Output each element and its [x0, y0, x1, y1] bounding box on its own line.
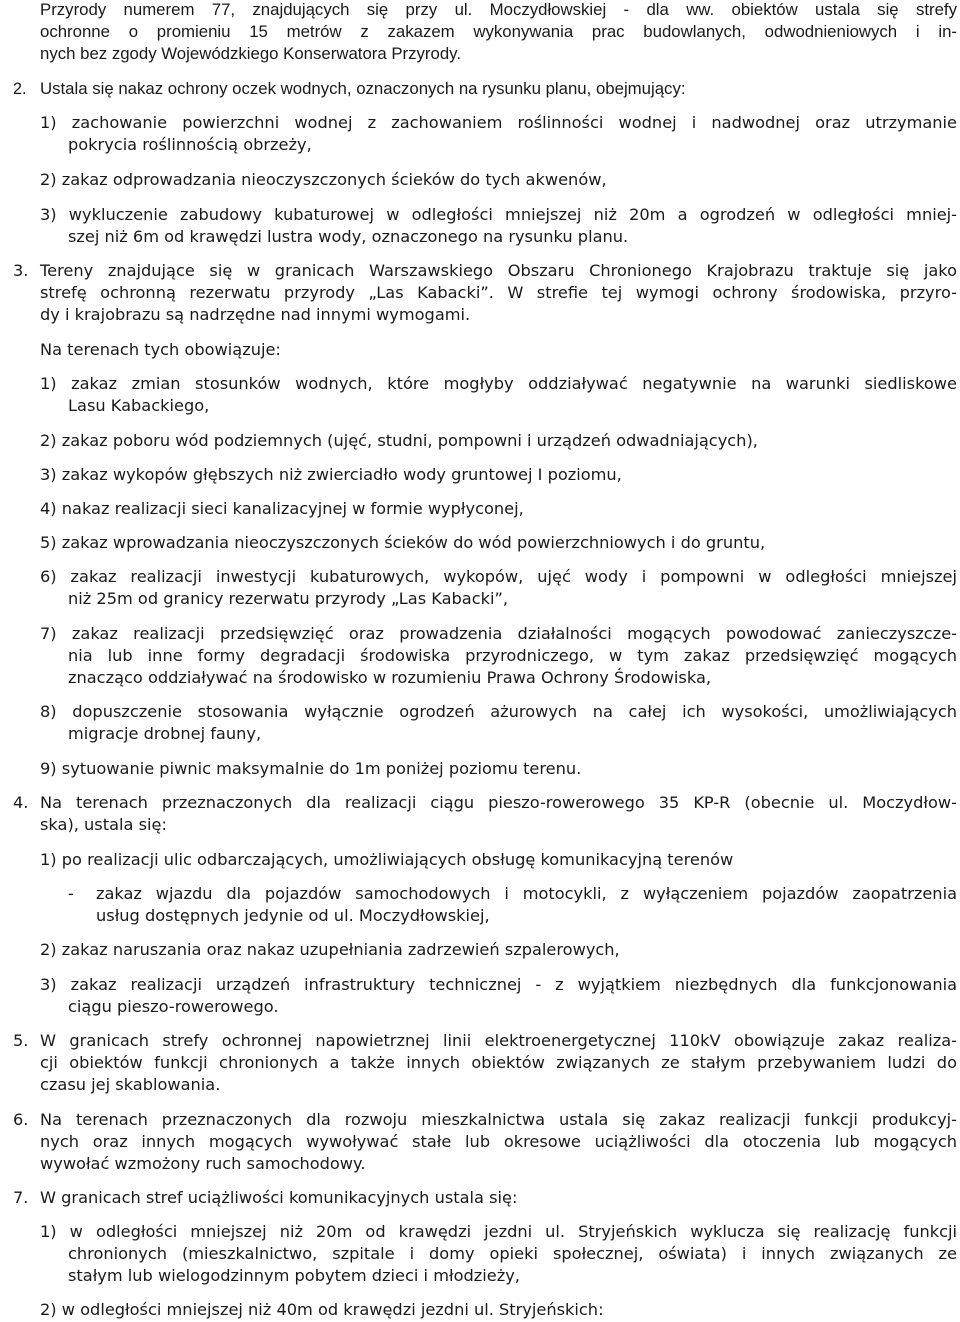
- list-item-line: 3) zakaz realizacji urządzeń infrastruktury technicznej - z wyjątkiem niezbędnych dla funkcjonowania: [40, 975, 957, 994]
- list-item-line: znacząco oddziaływać na środowisko w rozumieniu Prawa Ochrony Środowiska,: [68, 668, 712, 687]
- text-line: ska), ustala się:: [40, 815, 167, 834]
- text-line: wywołać wzmożony ruch samochodowy.: [40, 1154, 366, 1173]
- list-item-line: szej niż 6m od krawędzi lustra wody, oznaczonego na rysunku planu.: [68, 227, 629, 246]
- list-item-line: 6) zakaz realizacji inwestycji kubaturowych, wykopów, ujęć wody i pompowni w odległości mniejszej: [40, 567, 957, 586]
- list-item-line: niż 25m od granicy rezerwatu przyrody „Las Kabacki”,: [68, 589, 509, 608]
- list-item-line: 1) zachowanie powierzchni wodnej z zachowaniem roślinności wodnej i nadwodnej oraz utrzymanie: [40, 113, 957, 132]
- list-item-line: 2) zakaz naruszania oraz nakaz uzupełniania zadrzewień szpalerowych,: [40, 940, 620, 959]
- list-item-line: 4) nakaz realizacji sieci kanalizacyjnej w formie wypłyconej,: [40, 499, 524, 518]
- text-line: W granicach strefy ochronnej napowietrznej linii elektroenergetycznej 110kV obowiązuje zakaz realiza-: [40, 1031, 957, 1050]
- list-item-line: 1) po realizacji ulic odbarczających, umożliwiających obsługę komunikacyjną terenów: [40, 850, 734, 869]
- text-line: ochronne o promieniu 15 metrów z zakazem wykonywania prac budowlanych, odwodnieniowych i in-: [40, 22, 957, 41]
- list-item-line: 2) zakaz poboru wód podziemnych (ujęć, studni, pompowni i urządzeń odwadniających),: [40, 431, 758, 450]
- list-item-line: 1) zakaz zmian stosunków wodnych, które mogłyby oddziaływać negatywnie na warunki siedliskowe: [40, 374, 957, 393]
- section-number: 2.: [13, 80, 27, 98]
- list-item-line: usług dostępnych jedynie od ul. Moczydłowskiej,: [96, 906, 490, 925]
- text-line: Ustala się nakaz ochrony oczek wodnych, oznaczonych na rysunku planu, obejmujący:: [40, 79, 686, 98]
- text-line: nych oraz innych mogących wywoływać stałe lub okresowe uciążliwości dla otoczenia lub mogących: [40, 1132, 957, 1151]
- list-item-line: Lasu Kabackiego,: [68, 396, 210, 415]
- list-item-line: 1) w odległości mniejszej niż 20m od krawędzi jezdni ul. Stryjeńskich wyklucza się realizację funkcji: [40, 1222, 957, 1241]
- list-item-line: 9) sytuowanie piwnic maksymalnie do 1m poniżej poziomu terenu.: [40, 759, 582, 778]
- dash-bullet: -: [68, 884, 74, 903]
- section-number: 4.: [13, 793, 29, 812]
- section-number: 7.: [13, 1188, 29, 1207]
- text-line: Na terenach przeznaczonych dla realizacji ciągu pieszo-rowerowego 35 KP-R (obecnie ul. Moczydłow-: [40, 793, 957, 812]
- list-item-line: pokrycia roślinnością obrzeży,: [68, 135, 312, 154]
- text-line: cji obiektów funkcji chronionych a także innych obiektów związanych ze stałym przebywaniem ludzi do: [40, 1053, 957, 1072]
- section-number: 5.: [13, 1031, 29, 1050]
- list-item-line: nia lub inne formy degradacji środowiska przyrodniczego, w tym zakaz przedsięwzięć mogących: [68, 646, 957, 665]
- text-line: dy i krajobrazu są nadrzędne nad innymi wymogami.: [40, 305, 471, 324]
- list-item-line: 7) zakaz realizacji przedsięwzięć oraz prowadzenia działalności mogących powodować zanieczyszcze-: [40, 624, 957, 643]
- list-item-line: migracje drobnej fauny,: [68, 724, 262, 743]
- list-item-line: 5) zakaz wprowadzania nieoczyszczonych ścieków do wód powierzchniowych i do gruntu,: [40, 533, 766, 552]
- list-item-line: ciągu pieszo-rowerowego.: [68, 997, 279, 1016]
- list-item-line: 2) w odległości mniejszej niż 40m od krawędzi jezdni ul. Stryjeńskich:: [40, 1300, 604, 1319]
- text-line: Na terenach przeznaczonych dla rozwoju mieszkalnictwa ustala się zakaz realizacji funkcji produkcyj-: [40, 1110, 957, 1129]
- text-line: Tereny znajdujące się w granicach Warszawskiego Obszaru Chronionego Krajobrazu traktuje się jako: [40, 261, 957, 280]
- text-line: Na terenach tych obowiązuje:: [40, 340, 281, 359]
- list-item-line: zakaz wjazdu dla pojazdów samochodowych i motocykli, z wyłączeniem pojazdów zaopatrzenia: [96, 884, 957, 903]
- text-line: W granicach stref uciążliwości komunikacyjnych ustala się:: [40, 1188, 518, 1207]
- list-item-line: chronionych (mieszkalnictwo, szpitale i domy opieki społecznej, oświata) i innych związanych ze: [68, 1244, 957, 1263]
- section-number: 3.: [13, 261, 29, 280]
- section-number: 6.: [13, 1110, 29, 1129]
- list-item-line: stałym lub wielogodzinnym pobytem dzieci i młodzieży,: [68, 1266, 520, 1285]
- text-line: Przyrody numerem 77, znajdujących się przy ul. Moczydłowskiej - dla ww. obiektów ustala się strefy: [40, 0, 957, 19]
- text-line: czasu jej skablowania.: [40, 1075, 221, 1094]
- list-item-line: 3) zakaz wykopów głębszych niż zwierciadło wody gruntowej I poziomu,: [40, 465, 622, 484]
- list-item-line: 8) dopuszczenie stosowania wyłącznie ogrodzeń ażurowych na całej ich wysokości, umożliwiających: [40, 702, 957, 721]
- list-item-line: 3) wykluczenie zabudowy kubaturowej w odległości mniejszej niż 20m a ogrodzeń w odległości mniej-: [40, 205, 957, 224]
- text-line: strefę ochronną rezerwatu przyrody „Las Kabacki”. W strefie tej wymogi ochrony środowiska, przyro-: [40, 283, 957, 302]
- list-item-line: 2) zakaz odprowadzania nieoczyszczonych ścieków do tych akwenów,: [40, 170, 607, 189]
- text-line: nych bez zgody Wojewódzkiego Konserwatora Przyrody.: [40, 44, 461, 63]
